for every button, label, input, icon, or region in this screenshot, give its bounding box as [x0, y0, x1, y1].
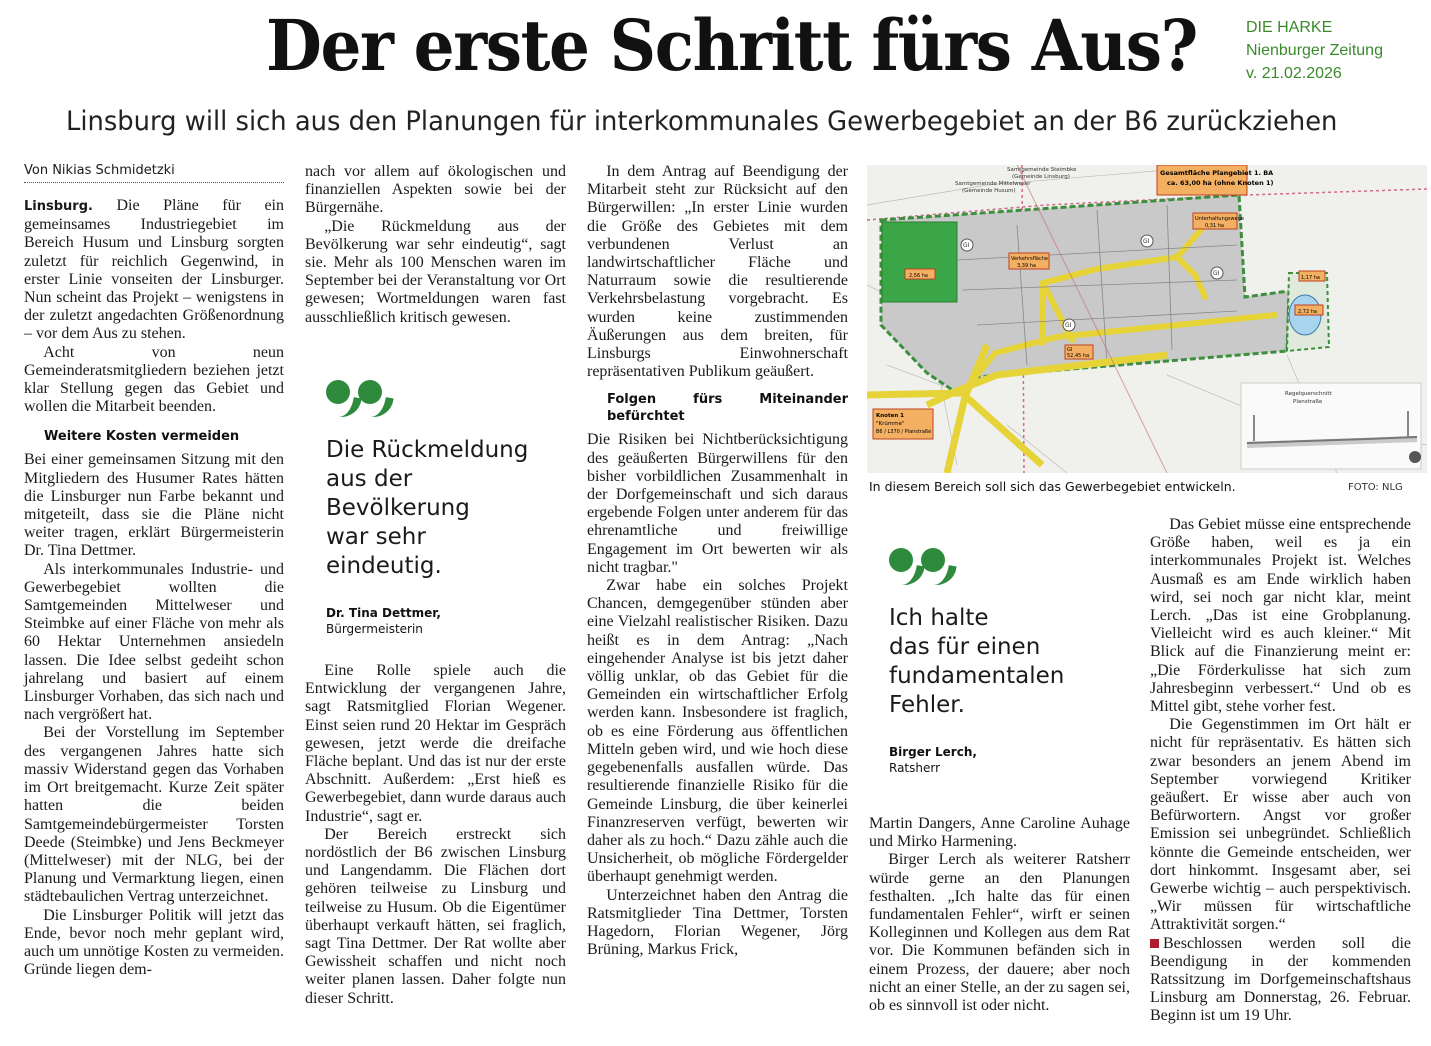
quote-author: Dr. Tina Dettmer, — [326, 606, 441, 620]
dateline: Linsburg. — [24, 199, 93, 214]
svg-text:0,31 ha: 0,31 ha — [1205, 223, 1224, 229]
column-2 — [305, 163, 566, 327]
svg-text:ca. 63,00 ha (ohne Knoten 1): ca. 63,00 ha (ohne Knoten 1) — [1167, 179, 1274, 187]
quote-mark-icon — [326, 380, 556, 436]
paragraph: Birger Lerch als weiterer Ratsherr würde gerne an den Planungen festhalten. „Ich halte das für einen fundamentalen Fehler“, wirft er seinen Kolleginnen und Kollegen aus dem Rat vor. Die Kommunen befänden sich in einem Prozess, der dauere; aber noch nicht an einer Stelle, an der zu sagen sei, ob es sinnvoll ist oder nicht. — [869, 851, 1130, 1015]
svg-text:3,39 ha: 3,39 ha — [1017, 263, 1036, 269]
column-2-lower — [305, 662, 566, 1008]
svg-text:(Gemeinde Husum): (Gemeinde Husum) — [962, 188, 1016, 194]
source-date: v. 21.02.2026 — [1246, 65, 1342, 82]
map-caption: In diesem Bereich soll sich das Gewerbegebiet entwickeln. — [869, 479, 1236, 494]
paragraph: Als interkommunales Industrie- und Gewerbegebiet wollten die Samtgemeinden Mittelweser und Steimbke auf einer Fläche von mehr als 60 Hektar Unternehmen ansiedeln lassen. Die Idee selbst gedeiht schon jahrelang und basiert auf einem Linsburger Vorhaben, das sich nach und nach vergrößert hat. — [24, 560, 284, 724]
quote-role: Ratsherr — [889, 761, 941, 775]
headline: Der erste Schritt fürs Aus? — [266, 4, 1197, 87]
svg-text:Verkehrsfläche: Verkehrsfläche — [1011, 256, 1048, 262]
paragraph: Unterzeichnet haben den Antrag die Ratsmitglieder Tina Dettmer, Torsten Hagedorn, Florian Wegener, Jörg Brüning, Markus Frick, — [587, 886, 848, 959]
paragraph: Martin Dangers, Anne Caroline Auhage und Mirko Harmening. — [869, 815, 1130, 851]
paragraph: Linsburg. Die Pläne für ein gemeinsames Industriegebiet im Bereich Husum und Linsburg sorgten zuletzt für reichlich Gegenwind, in erster Linie vonseiten der Linsburger. Nun scheint das Projekt – wenigstens in der zuletzt angedachten Größenordnung – vor dem Aus zu stehen. — [24, 197, 284, 343]
end-bullet-icon — [1150, 939, 1159, 948]
paragraph: In dem Antrag auf Beendigung der Mitarbeit steht zur Rücksicht auf den Bürgerwillen: „In erster Linie wurden die Größe des Gebietes mit dem verbundenen Verlust an landwirtschaftlicher Fläche und Naturraum sowie die resultierende Verkehrsbelastung vorgebracht. Es wurden keine zustimmenden Äußerungen aus dem breiten, für Linsburgs Einwohnerschaft repräsentativen Publikum geäußert. — [587, 163, 848, 381]
source-paper: DIE HARKE — [1246, 19, 1333, 36]
quote-mark-icon — [889, 548, 1119, 604]
svg-text:GI: GI — [1213, 270, 1220, 277]
svg-text:GI: GI — [963, 242, 970, 249]
byline: Von Nikias Schmidetzki — [24, 162, 284, 183]
svg-text:Unterhaltungswege: Unterhaltungswege — [1195, 216, 1244, 222]
paragraph: Die Linsburger Politik will jetzt das Ende, bevor noch mehr geplant wird, auch um unnötige Kosten zu vermeiden. Gründe liegen dem- — [24, 906, 284, 979]
plan-map — [867, 165, 1427, 473]
source-edition: Nienburger Zeitung — [1246, 42, 1383, 59]
svg-text:(Gemeinde Linsburg): (Gemeinde Linsburg) — [1012, 174, 1070, 180]
column-3 — [587, 163, 848, 959]
paragraph: Das Gebiet müsse eine entsprechende Größe haben, weil es ja ein interkommunales Projekt ist. Welches Ausmaß es am Ende wirklich haben wird, sei noch gar nicht klar, meint Lerch. „Das ist eine Grobplanung. Vielleicht wird es auch kleiner.“ Mit Blick auf die Finanzierung meint er: „Die Förderkulisse hat sich zum Jahresbeginn verbessert.“ Und ob es Mittel gibt, stehe vorher fest. — [1150, 516, 1411, 716]
pull-quote-dettmer — [326, 380, 556, 637]
paragraph: Beschlossen werden soll die Beendigung in der kommenden Ratssitzung im Dorfgemeinschaftshaus Linsburg am Donnerstag, 26. Februar. Beginn ist um 19 Uhr. — [1150, 934, 1411, 1025]
svg-text:"Krümme": "Krümme" — [876, 421, 905, 427]
photo-credit: FOTO: NLG — [1348, 482, 1403, 493]
svg-text:GI: GI — [1065, 322, 1072, 329]
plan-map-graphic — [867, 165, 1427, 473]
pull-quote-lerch — [889, 548, 1119, 776]
svg-text:Planstraße: Planstraße — [1293, 399, 1323, 405]
column-5 — [1150, 516, 1411, 1026]
paragraph: Der Bereich erstreckt sich nordöstlich der B6 zwischen Linsburg und Langendamm. Die Flächen dort gehören teilweise zu Linsburg und teilweise zu Husum. Ob die Eigentümer überhaupt verkauft hätten, sei fraglich, sagt Tina Dettmer. Der Rat wollte aber Gewissheit schaffen und nicht noch weiter planen lassen. Daher folgte nun dieser Schritt. — [305, 825, 566, 1007]
paragraph: Bei der Vorstellung im September des vergangenen Jahres hatte sich massiv Widerstand gegen das Vorhaben im Ort breitgemacht. Kurze Zeit später hatten die beiden Samtgemeindebürgermeister Torsten Deede (Steimbke) und Jens Beckmeyer (Mittelweser) mit der NLG, bei der Planung und Vermarktung liegen, einen städtebaulichen Vertrag unterzeichnet. — [24, 724, 284, 906]
paragraph: Die Gegenstimmen im Ort hält er nicht für repräsentativ. Es hätten sich zwar besonders an jenem Abend im September vorwiegend Kritiker geäußert. Er wisse aber auch von Befürwortern. Angst vor großer Emission sei unbegründet. Schließlich könnte die Gemeinde entscheiden, wer dort hinkommt. Insgesamt aber, sei Gewerbe wichtig – auch perspektivisch. „Wir müssen für wirtschaftliche Attraktivität sorgen.“ — [1150, 716, 1411, 934]
source-label — [1246, 16, 1383, 85]
section-heading: Folgen fürs Miteinander befürchtet — [607, 392, 848, 425]
paragraph: Die Risiken bei Nichtberücksichtigung des geäußerten Bürgerwillens für den bisher vorbildlichen Zusammenhalt in der Dorfgemeinschaft und sich daraus ergebende Folgen unter anderem für das ehrenamtliche und freiwillige Engagement im Ort bewerten wir als nicht tragbar." — [587, 431, 848, 576]
column-4 — [869, 815, 1130, 1015]
paragraph: Eine Rolle spiele auch die Entwicklung der vergangenen Jahre, sagt Ratsmitglied Florian Wegener. Einst seien rund 20 Hektar im Gespräch gewesen, jetzt werde die dreifache Fläche beplant. Und das ist nur der erste Abschnitt. Außerdem: „Erst hieß es Gewerbegebiet, dann wurde daraus auch Industrie“, sagt er. — [305, 662, 566, 825]
quote-author: Birger Lerch, — [889, 745, 977, 759]
paragraph: nach vor allem auf ökologischen und finanziellen Aspekten sowie bei der Bürgernähe. — [305, 163, 566, 217]
svg-text:GI: GI — [1067, 347, 1073, 353]
svg-text:Samtgemeinde Steimbke: Samtgemeinde Steimbke — [1007, 167, 1077, 173]
svg-text:1,17 ha: 1,17 ha — [1301, 275, 1320, 281]
svg-text:Samtgemeinde Mittelweser: Samtgemeinde Mittelweser — [955, 181, 1031, 187]
column-1 — [24, 162, 284, 979]
subheadline: Linsburg will sich aus den Planungen für interkommunales Gewerbegebiet an der B6 zurückziehen — [66, 106, 1338, 137]
svg-text:52,45 ha: 52,45 ha — [1067, 353, 1090, 359]
quote-text: Die Rückmeldung aus der Bevölkerung war sehr eindeutig. — [326, 437, 529, 579]
svg-text:2,56 ha: 2,56 ha — [909, 273, 928, 279]
svg-text:2,72 ha: 2,72 ha — [1298, 309, 1317, 315]
paragraph: Zwar habe ein solches Projekt Chancen, demgegenüber stünden aber eine Vielzahl realistischer Risiken. Dazu heißt es in dem Antrag: „Nach eingehender Analyse ist bis jetzt daher völlig unklar, ob das Gebiet für die Gemeinden ein wirtschaftlicher Erfolg werden kann. Insbesondere ist fraglich, ob es eine Förderung aus öffentlichen Mitteln geben wird, und wie hoch diese gegebenenfalls ausfallen würde. Das resultierende finanzielle Risiko für die Gemeinde Linsburg, die über keinerlei Finanzreserven verfügt, bewerten wir daher als zu hoch.“ Dazu zähle auch die Unsicherheit, ob mögliche Fördergelder überhaupt genehmigt werden. — [587, 577, 848, 886]
svg-text:GI: GI — [1143, 238, 1150, 245]
map-label-gesamt: Gesamtfläche Plangebiet 1. BA — [1160, 169, 1274, 177]
quote-text: Ich halte das für einen fundamentalen Fehler. — [889, 605, 1065, 718]
paragraph: „Die Rückmeldung aus der Bevölkerung war sehr eindeutig“, sagt sie. Mehr als 100 Menschen waren im September bei der Veranstaltung vor Ort gewesen; Wortmeldungen waren fast ausschließlich kritisch gewesen. — [305, 217, 566, 326]
svg-text:Knoten 1: Knoten 1 — [876, 413, 904, 419]
paragraph: Acht von neun Gemeinderatsmitgliedern beziehen jetzt klar Stellung gegen das Gebiet und wollen die Mitarbeit beenden. — [24, 343, 284, 416]
paragraph: Bei einer gemeinsamen Sitzung mit den Mitgliedern des Husumer Rates hätten die Linsburger nun Farbe bekannt und mitgeteilt, dass sie die Pläne nicht weiter tragen, erklärt Bürgermeisterin Dr. Tina Dettmer. — [24, 451, 284, 560]
quote-role: Bürgermeisterin — [326, 622, 423, 636]
section-heading: Weitere Kosten vermeiden — [44, 429, 240, 445]
svg-text:Regelquerschnitt: Regelquerschnitt — [1285, 391, 1332, 397]
svg-text:B6 / L370 / Planstraße: B6 / L370 / Planstraße — [876, 429, 932, 435]
